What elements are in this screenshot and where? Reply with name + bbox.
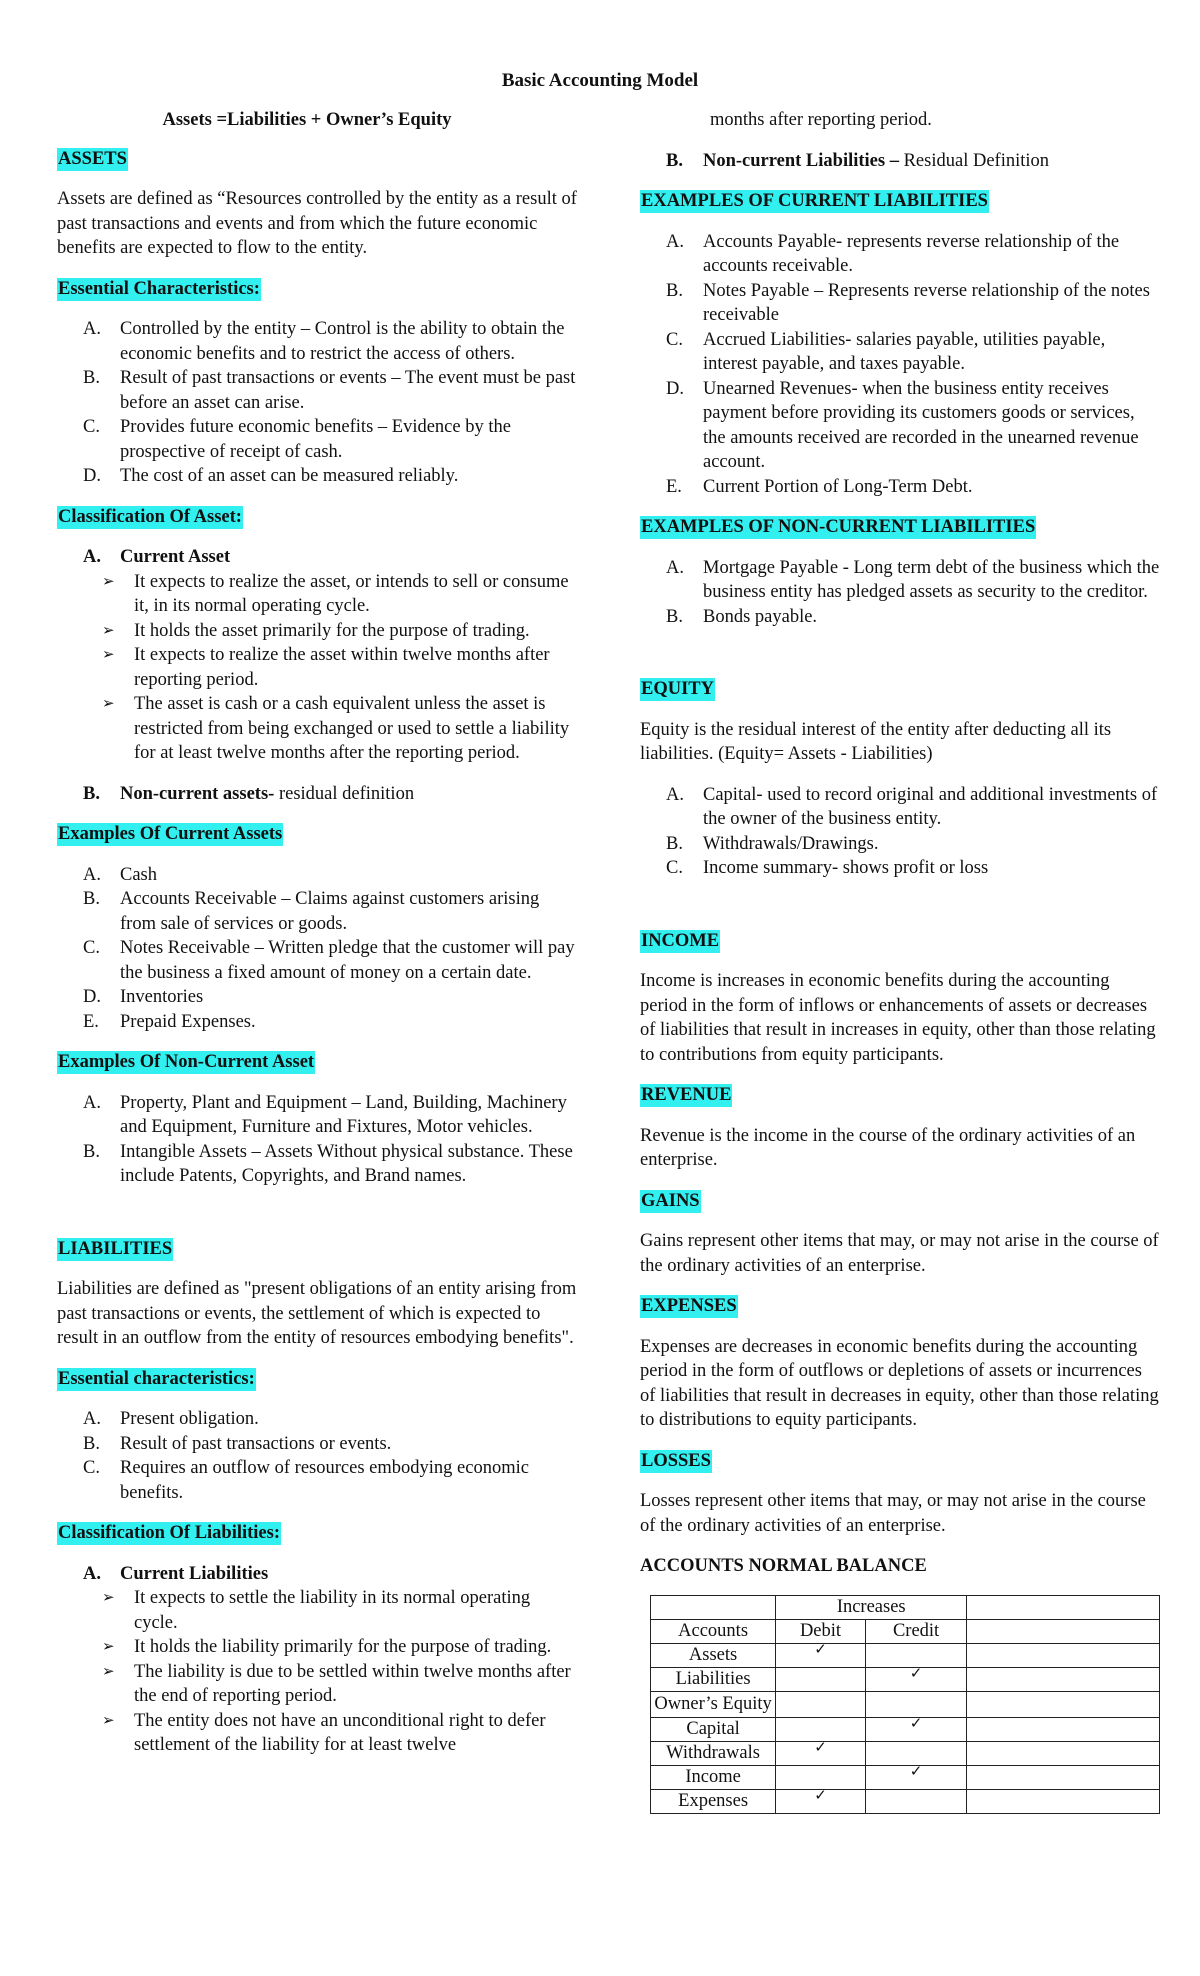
debit-cell [776,1639,866,1667]
equity-heading: EQUITY [641,679,714,699]
examples-noncurrent-liabilities-list [640,556,1160,630]
account-name-cell [651,1667,776,1691]
checkmark-icon: ✓ [909,1761,923,1780]
list-item-text: The cost of an asset can be measured reliably. [120,466,459,486]
account-name-cell [651,1789,776,1813]
list-item [57,415,577,464]
list-marker: D. [83,987,101,1007]
table-header-row [651,1619,1160,1643]
account-name-cell [651,1691,776,1717]
arrow-list-item-text: The entity does not have an unconditional right to defer settlement of the liability for at least twelve [134,1710,546,1755]
examples-current-liabilities-heading: EXAMPLES OF CURRENT LIABILITIES [641,191,988,211]
liabilities-essential-list [57,1407,577,1505]
list-item-text: Result of past transactions or events. [120,1433,392,1454]
current-asset-heading [57,545,577,570]
debit-cell [776,1691,866,1717]
list-item-text: Unearned Revenues- when the business entity receives payment before providing its customers goods or services, [703,378,1135,423]
noncurrent-asset-label: Non-current assets- [120,783,275,804]
credit-cell [865,1713,966,1741]
list-marker: A. [83,1092,101,1113]
assets-definition: Assets are defined as “Resources controlled by the entity as a result of past transactions and events and from which the future economic benefits are expected to flow to the entity. [57,189,577,258]
noncurrent-liabilities-description: Residual Definition [898,150,1050,171]
arrow-list-item-text: It holds the liability primarily for the purpose of trading. [134,1637,552,1657]
list-item [640,426,1160,475]
arrow-bullet-icon: ➢ [102,1590,115,1606]
normal-balance-table [650,1595,1160,1814]
current-liabilities-heading [57,1562,577,1587]
list-marker: B. [83,889,100,909]
noncurrent-liabilities-heading [640,149,1160,174]
list-item [57,1010,577,1035]
table-row [651,1691,1160,1717]
gains-heading: GAINS [641,1190,700,1211]
list-item-text: Accrued Liabilities- salaries payable, utilities payable, interest payable, and taxes payable. [703,329,1106,374]
normal-balance-heading: ACCOUNTS NORMAL BALANCE [640,1556,927,1576]
equity-definition: Equity is the residual interest of the entity after deducting all its liabilities. (Equity= Assets - Liabilities) [640,719,1112,764]
essential-characteristics-heading: Essential Characteristics: [58,278,260,299]
arrow-list-item-text: It expects to settle the liability in its normal operating cycle. [134,1588,531,1633]
list-item-text: Accounts Payable- represents reverse relationship of the accounts receivable. [703,231,1120,276]
list-marker: B. [83,1141,100,1162]
list-marker: D. [83,466,101,486]
classification-of-asset-heading: Classification Of Asset: [58,506,242,527]
table-cell-empty [967,1765,1160,1789]
income-definition: Income is increases in economic benefits during the accounting period in the form of inflows or enhancements of assets or decreases of liabilities that result in increases in equity, other than those relating to contributions from equity participants. [640,971,1156,1065]
debit-column-header: Debit [776,1619,866,1643]
list-item [57,366,577,415]
list-item [640,230,1160,279]
list-item-text: Current Portion of Long-Term Debt. [703,476,973,497]
liabilities-essential-heading: Essential characteristics: [58,1368,255,1389]
expenses-heading: EXPENSES [641,1296,737,1316]
gains-definition: Gains represent other items that may, or may not arise in the course of the ordinary activities of an enterprise. [640,1231,1159,1276]
list-item-text: Inventories [120,987,204,1007]
list-marker: D. [666,378,684,399]
continuation-text: months after reporting period. [710,110,932,130]
examples-noncurrent-asset-heading: Examples Of Non-Current Asset [58,1052,315,1072]
list-item [640,856,1160,881]
increases-header: Increases [776,1595,967,1619]
table-cell-empty [967,1741,1160,1765]
examples-current-liabilities-list [640,230,1160,500]
list-marker: B. [666,606,683,627]
account-name: Liabilities [675,1668,751,1689]
losses-definition: Losses represent other items that may, or may not arise in the course of the ordinary activities of an enterprise. [640,1491,1146,1536]
debit-cell [776,1667,866,1691]
table-cell-empty [967,1595,1160,1619]
examples-noncurrent-asset-list [57,1091,577,1189]
list-item-text: Withdrawals/Drawings. [703,833,879,854]
table-cell-empty [967,1643,1160,1667]
list-item-text: Income summary- shows profit or loss [703,858,989,878]
table-row [651,1765,1160,1789]
current-liabilities-points [57,1586,577,1758]
list-item [640,328,1160,377]
right-column [640,108,1160,1814]
list-item [640,783,1160,832]
arrow-list-item-text: It expects to realize the asset within twelve months after reporting period. [134,645,550,690]
list-marker: E. [83,1011,99,1032]
table-group-header-row [651,1595,1160,1619]
list-item-text: Provides future economic benefits – Evidence by the prospective of receipt of cash. [120,417,511,462]
table-cell-empty [967,1789,1160,1813]
current-asset-points [57,570,577,766]
list-item-text: Present obligation. [120,1409,259,1429]
arrow-bullet-icon: ➢ [102,647,115,663]
account-name: Capital [686,1718,740,1739]
arrow-list-item [57,570,577,619]
list-marker: B. [666,150,683,171]
account-name: Withdrawals [666,1742,760,1763]
list-item-text: Property, Plant and Equipment – Land, Building, Machinery and Equipment, Furniture and Fixtures, Motor vehicles. [120,1092,567,1137]
accounts-column-header: Accounts [651,1619,776,1643]
table-row [651,1789,1160,1813]
losses-heading: LOSSES [641,1450,711,1471]
noncurrent-asset-description: residual definition [274,783,415,804]
checkmark-icon: ✓ [814,1737,827,1756]
list-marker: A. [666,231,684,252]
noncurrent-liabilities-label: Non-current Liabilities – [703,150,899,171]
list-item [57,985,577,1010]
list-item-text: the amounts received are recorded in the unearned revenue account. [703,427,1139,472]
essential-characteristics-list [57,317,577,489]
list-item [640,832,1160,857]
arrow-list-item-text: The liability is due to be settled within twelve months after the end of reporting period. [134,1661,571,1706]
debit-cell [776,1785,866,1813]
list-marker: C. [83,938,100,958]
list-item-text: Accounts Receivable – Claims against customers arising from sale of services or goods. [120,889,540,934]
checkmark-icon: ✓ [814,1639,827,1658]
arrow-bullet-icon: ➢ [102,573,115,590]
table-row [651,1643,1160,1667]
list-item-text: Controlled by the entity – Control is the ability to obtain the economic benefits and to restrict the access of others. [120,319,565,364]
accounting-equation: Assets =Liabilities + Owner’s Equity [162,110,452,130]
credit-cell [865,1789,966,1813]
list-marker: C. [83,417,100,437]
list-item-text: Requires an outflow of resources embodying economic benefits. [120,1458,529,1503]
account-name-cell [651,1765,776,1789]
liabilities-heading: LIABILITIES [58,1238,173,1259]
arrow-list-item-text: It expects to realize the asset, or intends to sell or consume it, in its normal operating cycle. [134,571,569,616]
left-column [57,108,577,1774]
list-item-text: Mortgage Payable - Long term debt of the business which the business entity has pledged assets as security to the creditor. [703,557,1160,602]
list-marker: A. [666,784,684,805]
income-heading: INCOME [641,930,720,951]
list-item-text: Result of past transactions or events – The event must be past before an asset can arise. [120,368,576,413]
current-liabilities-label: Current Liabilities [120,1563,269,1584]
account-name: Income [685,1766,741,1787]
checkmark-icon: ✓ [909,1713,923,1732]
examples-noncurrent-liabilities-heading: EXAMPLES OF NON-CURRENT LIABILITIES [641,517,1036,537]
list-item [57,1432,577,1457]
list-marker: A. [666,557,684,578]
credit-column-header: Credit [865,1619,966,1643]
page-title: Basic Accounting Model [501,70,699,91]
list-item [57,1407,577,1432]
equity-items-list [640,783,1160,881]
account-name: Owner’s Equity [654,1693,772,1714]
arrow-bullet-icon: ➢ [102,696,115,712]
account-name-cell [651,1717,776,1741]
table-cell-empty [967,1717,1160,1741]
list-marker: B. [666,280,683,301]
table-cell-empty [967,1619,1160,1643]
list-item [57,464,577,489]
list-marker: B. [83,368,100,388]
arrow-list-item [57,1586,577,1635]
arrow-list-item [57,1709,577,1758]
arrow-bullet-icon: ➢ [102,1712,115,1729]
liabilities-definition: Liabilities are defined as "present obligations of an entity arising from past transactions or events, the settlement of which is expected to result in an outflow from the entity of resources embodying benefits". [57,1279,577,1348]
list-marker: B. [666,833,683,854]
list-marker: C. [666,858,683,878]
table-cell-empty [967,1667,1160,1691]
list-item [640,279,1160,328]
checkmark-icon: ✓ [814,1785,827,1804]
arrow-bullet-icon: ➢ [102,1639,115,1655]
list-marker: A. [83,1409,101,1429]
list-item-text: Notes Payable – Represents reverse relationship of the notes receivable [703,280,1150,325]
arrow-list-item [57,692,577,766]
list-item [57,863,577,888]
table-row [651,1741,1160,1765]
current-asset-label: Current Asset [120,547,231,567]
arrow-bullet-icon: ➢ [102,1663,115,1680]
debit-cell [776,1737,866,1765]
account-name: Expenses [678,1790,749,1811]
arrow-list-item-text: It holds the asset primarily for the purpose of trading. [134,620,530,641]
list-item-text: Bonds payable. [703,606,818,627]
list-item-text: Notes Receivable – Written pledge that the customer will pay the business a fixed amount of money on a certain date. [120,938,575,983]
list-marker: E. [666,476,682,497]
list-item [57,887,577,936]
list-item [57,1456,577,1505]
account-name-cell [651,1741,776,1765]
list-item [57,936,577,985]
revenue-heading: REVENUE [641,1085,732,1105]
expenses-definition: Expenses are decreases in economic benefits during the accounting period in the form of outflows or depletions of assets or incurrences of liabilities that result in decreases in equity, other than those relating to distributions to equity participants. [640,1336,1159,1430]
revenue-definition: Revenue is the income in the course of the ordinary activities of an enterprise. [640,1125,1136,1170]
table-row [651,1717,1160,1741]
list-item [57,317,577,366]
table-cell-empty [651,1595,776,1619]
arrow-list-item [57,643,577,692]
arrow-list-item [57,1660,577,1709]
list-item [640,605,1160,630]
account-name: Assets [688,1644,738,1665]
noncurrent-asset-heading [57,782,577,807]
list-item-text: Prepaid Expenses. [120,1011,256,1032]
list-marker: C. [666,329,683,350]
list-marker: B. [83,783,100,804]
list-marker: C. [83,1458,100,1478]
arrow-list-item [57,1635,577,1660]
list-item [57,1091,577,1140]
list-marker: A. [83,864,101,885]
list-marker: B. [83,1433,100,1454]
list-item-text: Intangible Assets – Assets Without physical substance. These include Patents, Copyrights, and Brand names. [120,1141,573,1186]
arrow-list-item-text: The asset is cash or a cash equivalent unless the asset is restricted from being exchanged or used to settle a liability for at least twelve months after the reporting period. [134,694,570,763]
assets-heading: ASSETS [58,148,127,169]
list-marker: A. [83,547,101,567]
examples-current-assets-list [57,863,577,1035]
list-marker: A. [83,1563,101,1584]
arrow-bullet-icon: ➢ [102,622,115,639]
credit-cell [865,1663,966,1691]
checkmark-icon: ✓ [909,1663,923,1682]
list-item-text: Cash [120,864,157,885]
list-item [640,556,1160,605]
classification-of-liabilities-heading: Classification Of Liabilities: [58,1523,280,1543]
list-item [640,377,1160,426]
list-item [57,1140,577,1189]
credit-cell [865,1761,966,1789]
table-cell-empty [967,1691,1160,1717]
list-item-text: Capital- used to record original and additional investments of the owner of the business entity. [703,784,1158,829]
account-name-cell [651,1643,776,1667]
examples-current-assets-heading: Examples Of Current Assets [58,824,283,844]
arrow-list-item [57,619,577,644]
list-item [640,475,1160,500]
table-row [651,1667,1160,1691]
list-marker: A. [83,319,101,339]
